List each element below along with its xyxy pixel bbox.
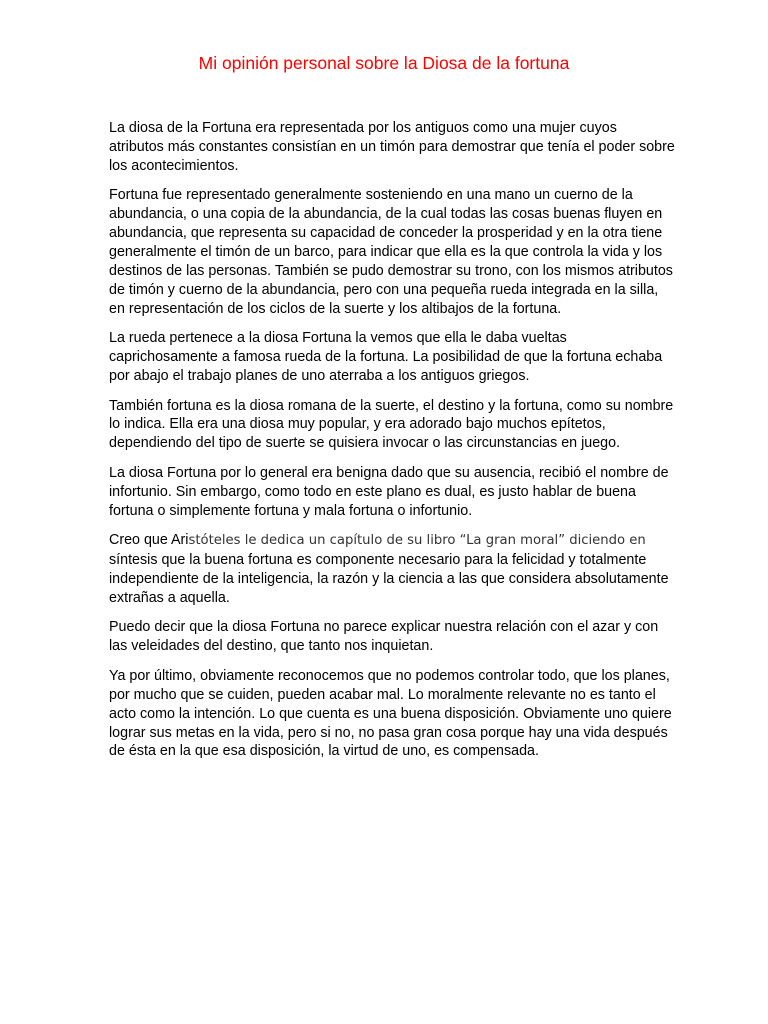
paragraph-1: La diosa de la Fortuna era representada por los antiguos como una mujer cuyos atributos más constantes consistían en un timón para demostrar que tenía el poder sobre los acontecimientos. — [109, 120, 675, 174]
paragraph-3: La rueda pertenece a la diosa Fortuna la vemos que ella le daba vueltas caprichosamente a famosa rueda de la fortuna. La posibilidad de que la fortuna echaba por abajo el trabajo planes de uno aterraba a los antiguos griegos. — [109, 330, 663, 385]
document-body — [109, 119, 675, 772]
aristoteles-alt-font-segment: stóteles le dedica un capítulo de su libro “La gran moral” diciendo en — [188, 533, 646, 549]
paragraph-2: Fortuna fue representado generalmente sosteniendo en una mano un cuerno de la abundancia, o una copia de la abundancia, de la cual todas las cosas buenas fluyen en abundancia, que representa su capacidad de conceder la prosperidad y en la otra tiene generalmente el timón de un barco, para indicar que ella es la que controla la vida y los destinos de las personas. También se pudo demostrar su trono, con los mismos atributos de timón y cuerno de la abundancia, pero con una pequeña rueda integrada en la silla, en representación de los ciclos de la suerte y los altibajos de la fortuna. — [109, 187, 673, 317]
aristoteles-rest: síntesis que la buena fortuna es componente necesario para la felicidad y totalmente independiente de la inteligencia, la razón y la ciencia a las que considera absolutamente extrañas a aquella. — [109, 552, 669, 606]
paragraph-8: Ya por último, obviamente reconocemos que no podemos controlar todo, que los planes, por mucho que se cuiden, pueden acabar mal. Lo moralmente relevante no es tanto el acto como la intención. Lo que cuenta es una buena disposición. Obviamente uno quiere lograr sus metas en la vida, pero si no, no pasa gran cosa porque hay una vida después de ésta en la que esa disposición, la virtud de uno, es compensada. — [109, 667, 672, 760]
document-title: Mi opinión personal sobre la Diosa de la fortuna — [198, 53, 570, 73]
paragraph-7: Puedo decir que la diosa Fortuna no parece explicar nuestra relación con el azar y con las veleidades del destino, que tanto nos inquietan. — [109, 619, 659, 655]
paragraph-5: La diosa Fortuna por lo general era benigna dado que su ausencia, recibió el nombre de infortunio. Sin embargo, como todo en este plano es dual, es justo hablar de buena fortuna o simplemente fortuna y mala fortuna o infortunio. — [109, 464, 669, 519]
aristoteles-lead: Creo que Ari — [109, 532, 189, 549]
paragraph-aristoteles — [109, 531, 675, 608]
paragraph-4: También fortuna es la diosa romana de la suerte, el destino y la fortuna, como su nombre lo indica. Ella era una diosa muy popular, y era adorado bajo muchos epítetos, dependiendo del tipo de suerte se quisiera invocar o las circunstancias en juego. — [109, 397, 674, 452]
